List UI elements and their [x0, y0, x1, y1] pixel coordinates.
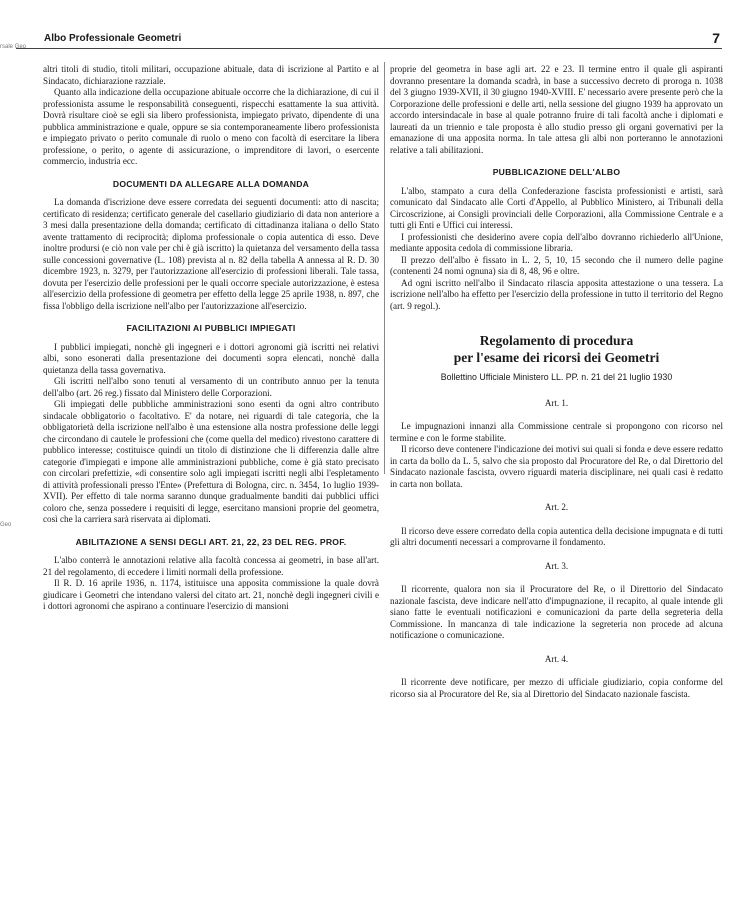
paragraph: I professionisti che desiderino avere copia dell'albo dovranno richiederlo all'Unione, mediante apposita cedola di commissione libraria.	[390, 231, 723, 253]
paragraph: altri titoli di studio, titoli militari, occupazione abituale, data di iscrizione al Partito e al Sindacato, dichiarazione razziale.	[43, 64, 379, 86]
left-column	[43, 64, 379, 613]
regolamento-subtitle: Bollettino Ufficiale Ministero LL. PP. n. 21 del 21 luglio 1930	[440, 372, 673, 382]
margin-note-middle: Geo	[0, 522, 12, 528]
section-heading-abilitazione: ABILITAZIONE A SENSI DEGLI ART. 21, 22, 23 DEL REG. PROF.	[75, 536, 347, 547]
paragraph: Il ricorso deve essere corredato della copia autentica della decisione impugnata e di tutti gli altri documenti necessari a comprovarne il fondamento.	[390, 525, 723, 547]
paragraph: Le impugnazioni innanzi alla Commissione centrale si propongono con ricorso nel termine e con le forme stabilite.	[390, 421, 723, 443]
regolamento-title-block	[390, 332, 723, 384]
paragraph: proprie del geometra in base agli art. 22 e 23. Il termine entro il quale gli aspiranti dovranno presentare la domanda scadrà, in base a successivo decreto di proroga n. 1038 del 3 giugno 1939-XVII, il 30 giugno 1940-XVIII. E' necessario avere presente però che la Corporazione delle professioni e delle arti, nella sessione del giugno 1939 ha approvato un accordo intersindacale in base al quale potranno fruire di tali facoltà anche i diplomati e laureati da un triennio e tale proposta è allo studio presso gli organi governativi per la emanazione di una apposita norma. In tale attesa gli albi non porteranno le annotazioni relative a tali abilitazioni.	[390, 64, 723, 155]
paragraph: Il ricorrente deve notificare, per mezzo di ufficiale giudiziario, copia conforme del ricorso sia al Procuratore del Re, sia al Direttorio del Sindacato nazionale fascista.	[390, 677, 723, 699]
article-heading-1: Art. 1.	[544, 397, 569, 408]
article-heading-4: Art. 4.	[544, 653, 569, 664]
running-title: Albo Professionale Geometri	[44, 33, 182, 44]
paragraph: Quanto alla indicazione della occupazione abituale occorre che la dichiarazione, di cui il professionista assume le responsabilità conseguenti, rispecchi esattamente la sua attività. Dovrà risultare cioè se egli sia libero professionista, impiegato privato, dipendente di una pubblica amministrazione e quale, oppure se sia contemporaneamente libero professionista e impiegato privato o perito comunale di ruolo o meno con facoltà di esercitare la libera professione, o perito, o agente di assicurazione, o imprenditore di lavori, o esercente commercio, industria ecc.	[43, 87, 379, 166]
article-heading-2: Art. 2.	[544, 502, 569, 512]
paragraph: L'albo, stampato a cura della Confederazione fascista professionisti e artisti, sarà comunicato dal Sindacato alle Corti d'Appello, al Pubblico Ministero, ai Tribunali della Circoscrizione, ai Consigli provinciali delle Corporazioni, alla Commissione Centrale e a tutti gli Enti e Uffici cui interessi.	[390, 185, 723, 230]
section-heading-facilitazioni: FACILITAZIONI AI PUBBLICI IMPIEGATI	[126, 323, 296, 333]
paragraph: Gli impiegati delle pubbliche amministrazioni sono esenti da ogni altro contributo sindacale obbligatorio o facoltativo. E' da notare, nei riguardi di tale categoria, che la obbligatorietà della iscrizione nell'albo è una estensione alla nostra professione delle leggi che circondano di cautele le professioni che (come quella del medico) rivestono carattere di pubblico interesse; costituisce quindi un titolo di distinzione che li differenzia dalle altre categorie d'impiegati e impone alle amministrazioni pubbliche, come è già stato precisato con circolari prefettizie, «di consentire solo agli impiegati iscritti negli albi l'espletamento di attività professionali presso l'Ente» (Prefettura di Bologna, circ. n. 3454, 1o luglio 1939-XVII). Per effetto di tale norma saranno dunque gradualmente banditi dai pubblici uffici coloro che, senza possedere i requisiti di legge, esercitano mansioni proprie del geometra, così che la carriera sarà riservata ai diplomati.	[43, 399, 379, 524]
paragraph: I pubblici impiegati, nonchè gli ingegneri e i dottori agronomi già iscritti nei relativi albi, sono esonerati dalla presentazione dei documenti sopra elencati, nonchè dalla quietanza della tassa governativa.	[43, 341, 379, 375]
section-heading-documenti: DOCUMENTI DA ALLEGARE ALLA DOMANDA	[112, 178, 310, 189]
page-header	[16, 30, 722, 49]
paragraph: Il prezzo dell'albo è fissato in L. 2, 5, 10, 15 secondo che il numero delle pagine (contenenti 24 nomi ognuna) sia di 8, 48, 96 e oltre.	[390, 254, 723, 276]
page-number: 7	[712, 30, 720, 46]
regolamento-title-line-2: per l'esame dei ricorsi dei Geometri	[453, 350, 660, 365]
regolamento-title-line-1: Regolamento di procedura	[479, 333, 634, 348]
paragraph: La domanda d'iscrizione deve essere corredata dei seguenti documenti: atto di nascita; certificato di residenza; certificato generale del casellario giudiziario di data non anteriore a 3 mesi dalla presentazione della domanda; certificato di cittadinanza italiana o dello Stato avente trattamento di reciprocità; diploma professionale o copia autentica di esso. Deve inoltre prodursi (e ciò non vale per chi è già iscritto) la quietanza del versamento della tassa sulle concessioni governative (L. 108) prevista al n. 82 della tabella A annessa al R. D. 30 dicembre 1923, n. 3279, per l'autorizzazione all'esercizio di professioni liberali. Tale tassa, dovuta per l'esercizio delle professioni per le quali occorre speciale autorizzazione, è estesa all'esercizio della professione di geometra per effetto della legge 25 aprile 1938, n. 897, che fissa l'obbligo della iscrizione nell'albo per l'autorizzazione all'esercizio.	[43, 197, 379, 311]
section-heading-pubblicazione: PUBBLICAZIONE DELL'ALBO	[492, 167, 621, 177]
paragraph: Gli iscritti nell'albo sono tenuti al versamento di un contributo annuo per la tenuta dell'albo (art. 26 reg.) fissato dal Ministero delle Corporazioni.	[43, 376, 379, 398]
paragraph: L'albo conterrà le annotazioni relative alla facoltà concessa ai geometri, in base all'art. 21 del regolamento, di eccedere i limiti normali della professione.	[43, 555, 379, 577]
paragraph: Il ricorso deve contenere l'indicazione dei motivi sui quali si fonda e deve essere redatto in carta da bollo da L. 5, salvo che sia proposto dal Procuratore del Re, o dal Direttorio del Sindacato nazionale fascista, ovvero riguardi materia disciplinare, nei quali casi è redatto in carta non bollata.	[390, 444, 723, 489]
paragraph: Il ricorrente, qualora non sia il Procuratore del Re, o il Direttorio del Sindacato nazionale fascista, deve indicare nell'atto d'impugnazione, il recapito, al quale intende gli siano fatte le eventuali notificazioni e comunicazioni da parte della segreteria della Commissione. In mancanza di tale indicazione la segreteria non procede ad alcuna notificazione o comunicazione.	[390, 584, 723, 640]
column-divider	[384, 62, 385, 474]
paragraph: Ad ogni iscritto nell'albo il Sindacato rilascia apposita attestazione o una tessera. La iscrizione nell'albo ha effetto per l'esercizio della professione in tutto il territorio del Regno (art. 9 regol.).	[390, 277, 723, 311]
margin-note-top: rsale Geo	[0, 44, 27, 50]
article-heading-3: Art. 3.	[544, 560, 569, 571]
right-column	[390, 64, 723, 700]
paragraph: Il R. D. 16 aprile 1936, n. 1174, istituisce una apposita commissione la quale dovrà giudicare i Geometri che intendano valersi del citato art. 21, nonchè degli ingegneri civili e i dottori agronomi che aspirano a continuare l'esercizio di mansioni	[43, 578, 379, 611]
